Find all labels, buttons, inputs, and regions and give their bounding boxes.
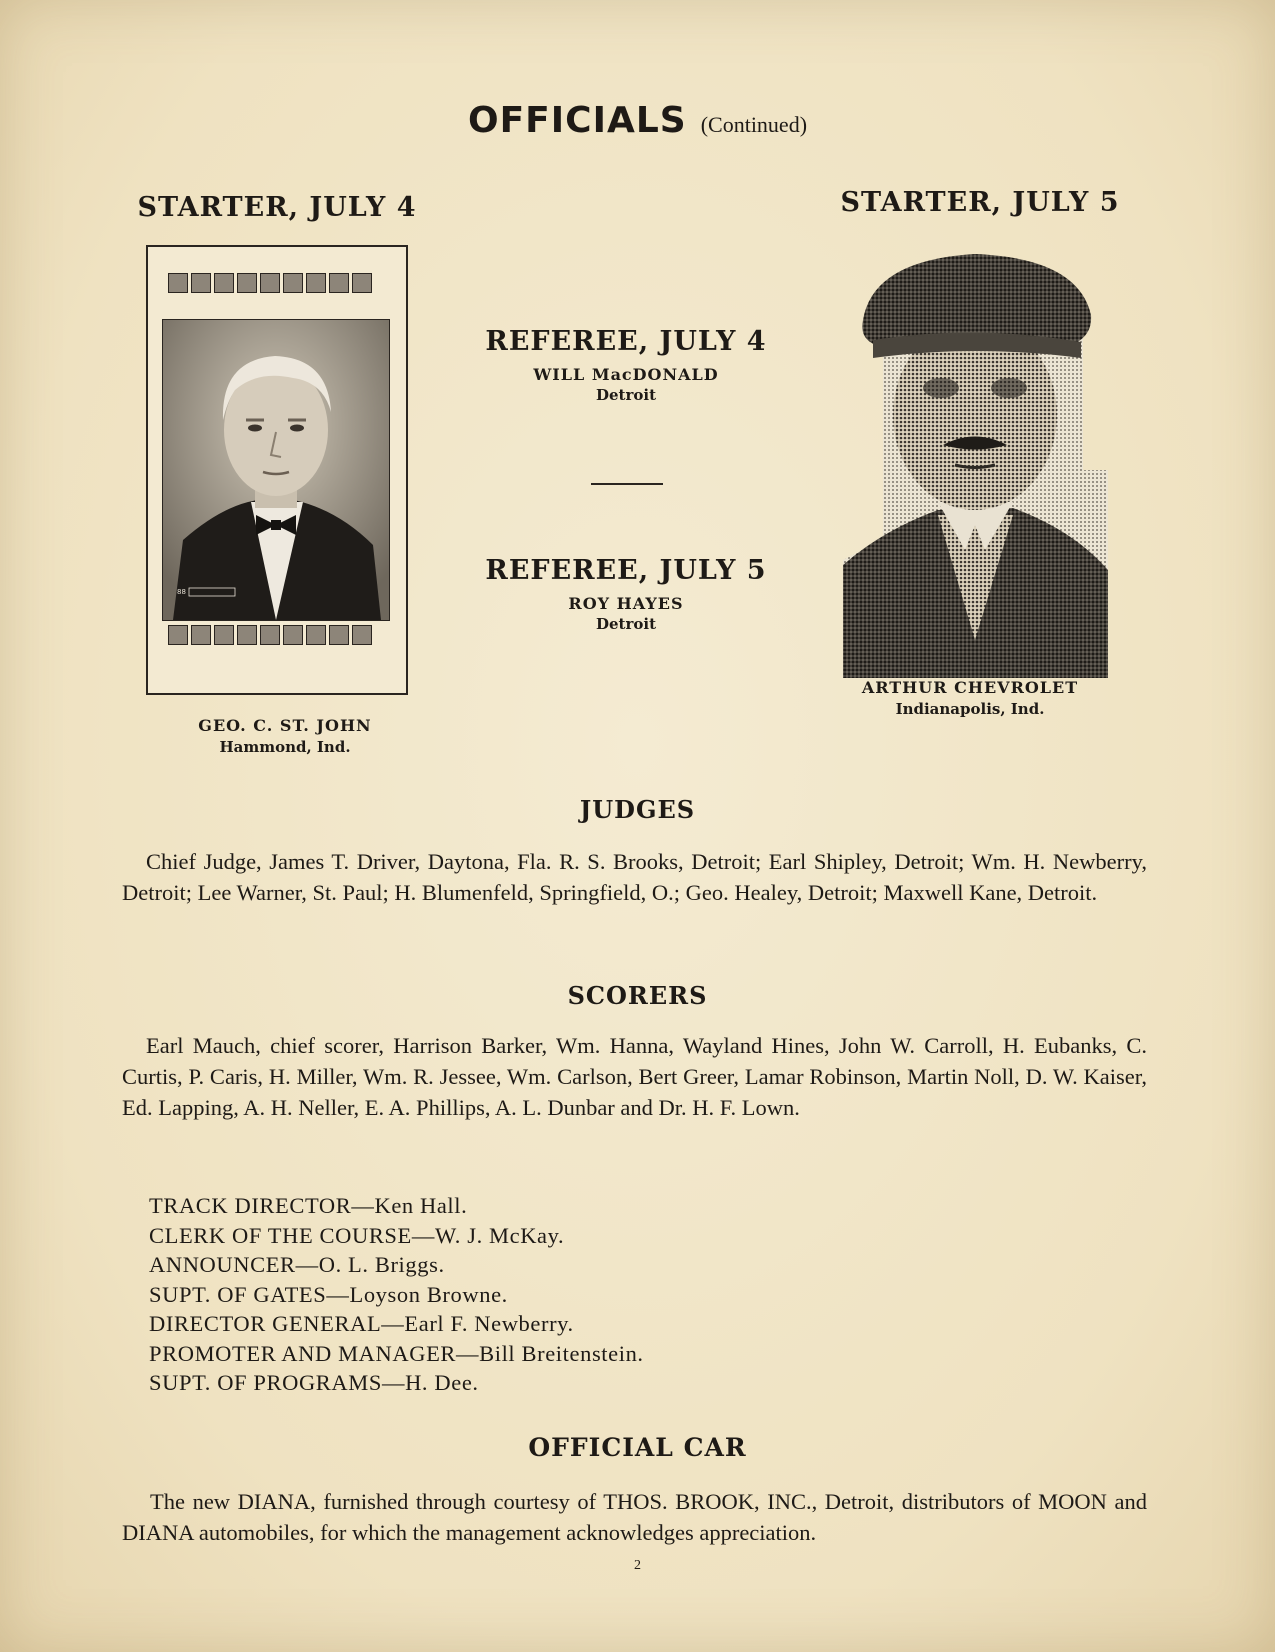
referee-july5-name: ROY HAYES [568, 594, 684, 613]
starter-july4-photo [146, 245, 408, 695]
staff-item-clerk-of-course: CLERK OF THE COURSE—W. J. McKay. [149, 1222, 565, 1248]
scorers-heading: SCORERS [567, 981, 708, 1010]
judges-text: Chief Judge, James T. Driver, Daytona, Fla. R. S. Brooks, Detroit; Earl Shipley, Detroit; Wm. H. Newberry, Detroit; Lee Warner, St. Paul; H. Blumenfeld, Springfield, O.; Geo. Healey, Detroit; Maxwell Kane, Detroit. [122, 849, 1147, 905]
official-car-text: The new DIANA, furnished through courtesy of THOS. BROOK, INC., Detroit, distributors of MOON and DIANA automobiles, for which the management acknowledges appreciation. [122, 1489, 1147, 1545]
referee-july5-heading: REFEREE, JULY 5 [485, 555, 767, 586]
referee-july4-heading: REFEREE, JULY 4 [485, 326, 767, 357]
title-continued: (Continued) [700, 112, 808, 137]
scorers-text: Earl Mauch, chief scorer, Harrison Barker, Wm. Hanna, Wayland Hines, John W. Carroll, H. Eubanks, C. Curtis, P. Caris, H. Miller, Wm. R. Jessee, Wm. Carlson, Bert Greer, Lamar Robinson, Martin Noll, D. W. Kaiser, Ed. Lapping, A. H. Neller, E. A. Phillips, A. L. Dunbar and Dr. H. F. Lown. [122, 1033, 1147, 1120]
staff-item-supt-of-gates: SUPT. OF GATES—Loyson Browne. [149, 1281, 508, 1307]
referee-july5-block [446, 555, 806, 633]
portrait-image [843, 240, 1108, 678]
starter-july4-name: GEO. C. ST. JOHN [198, 716, 372, 735]
photo-studio-mark: 88 [177, 588, 186, 596]
staff-item-announcer: ANNOUNCER—O. L. Briggs. [149, 1252, 445, 1277]
staff-item-supt-of-programs: SUPT. OF PROGRAMS—H. Dee. [149, 1370, 479, 1395]
official-car-heading: OFFICIAL CAR [528, 1433, 747, 1462]
referee-july4-city: Detroit [595, 386, 656, 404]
staff-item-promoter-manager: PROMOTER AND MANAGER—Bill Breitenstein. [149, 1340, 644, 1366]
starter-july5-city: Indianapolis, Ind. [895, 700, 1045, 718]
photo-border-ornament-bottom [168, 625, 372, 645]
starter-july5-name: ARTHUR CHEVROLET [861, 678, 1079, 697]
starter-july5-caption [810, 678, 1130, 718]
judges-heading: JUDGES [579, 795, 696, 824]
page-number: 2 [634, 1558, 641, 1573]
title-main: OFFICIALS [467, 100, 687, 141]
referee-divider [591, 483, 663, 485]
portrait-image [163, 320, 389, 620]
starter-july4-heading: STARTER, JULY 4 [137, 192, 417, 223]
referee-july4-name: WILL MacDONALD [533, 365, 719, 384]
portrait-arthur-chevrolet [843, 240, 1108, 678]
staff-list [149, 1191, 644, 1398]
referee-july5-city: Detroit [595, 615, 656, 633]
referee-july4-block [446, 326, 806, 404]
photo-border-ornament-top [168, 273, 372, 293]
portrait-geo-st-john [162, 319, 390, 621]
staff-item-track-director: TRACK DIRECTOR—Ken Hall. [149, 1193, 468, 1218]
starter-july5-heading: STARTER, JULY 5 [840, 187, 1120, 218]
page-title [0, 100, 1275, 141]
starter-july4-city: Hammond, Ind. [219, 738, 351, 756]
staff-item-director-general: DIRECTOR GENERAL—Earl F. Newberry. [149, 1311, 574, 1336]
starter-july4-caption [137, 716, 433, 756]
